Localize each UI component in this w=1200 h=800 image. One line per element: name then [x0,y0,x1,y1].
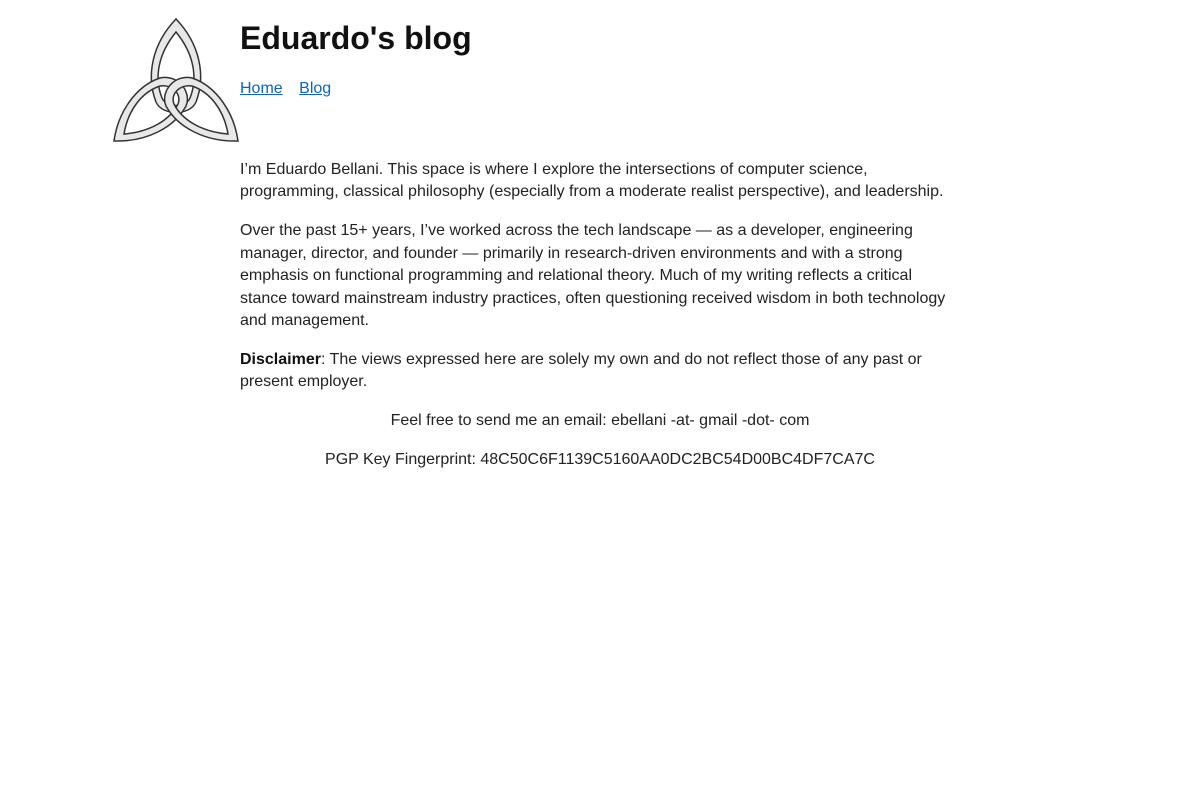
nav-link-blog[interactable]: Blog [299,80,332,97]
site-logo [112,16,242,146]
email-line: Feel free to send me an email: ebellani -at- gmail -dot- com [390,412,810,430]
site-title: Eduardo's blog [240,20,472,56]
disclaimer-paragraph [240,349,960,394]
nav-link-home[interactable]: Home [240,80,283,97]
main-nav [240,79,472,99]
pgp-fingerprint: PGP Key Fingerprint: 48C50C6F1139C5160AA0DC2BC54D00BC4DF7CA7C [325,451,875,469]
experience-paragraph: Over the past 15+ years, I’ve worked across the tech landscape — as a developer, engineering manager, director, and founder — primarily in research-driven environments and with a strong emphasis on functional programming and relational theory. Much of my writing reflects a critical stance toward mainstream industry practices, often questioning received wisdom in both technology and management. [240,222,946,329]
site-header [240,18,472,99]
disclaimer-text: : The views expressed here are solely my own and do not reflect those of any past or present employer. [240,350,922,391]
disclaimer-label: Disclaimer [240,350,321,368]
triquetra-icon [112,16,242,146]
intro-paragraph: I’m Eduardo Bellani. This space is where I explore the intersections of computer science, programming, classical philosophy (especially from a moderate realist perspective), and leadership. [240,161,944,201]
main-content [240,159,960,488]
